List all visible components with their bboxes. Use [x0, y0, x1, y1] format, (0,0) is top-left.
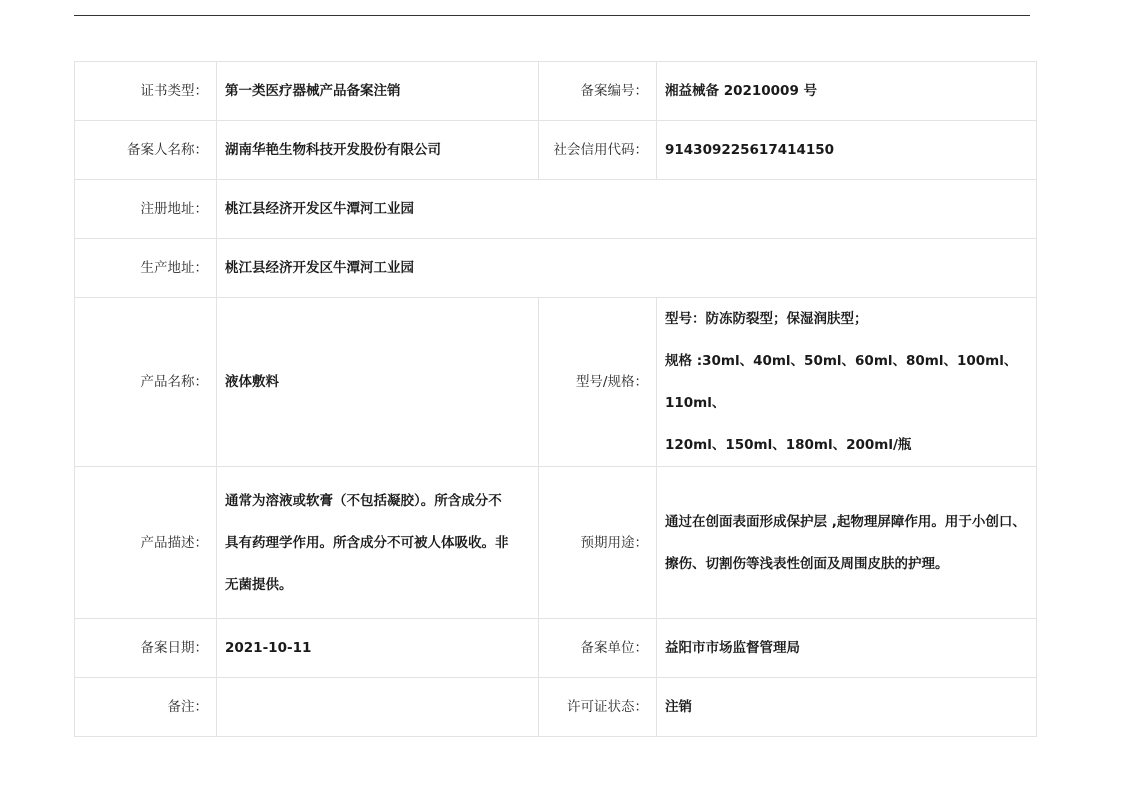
cert-type-label: 证书类型：: [75, 62, 217, 121]
record-unit-label: 备案单位：: [539, 619, 657, 678]
reg-address-value: 桃江县经济开发区牛潭河工业园: [217, 180, 1037, 239]
description-value: [217, 467, 539, 619]
spec-line-continued: 120ml、150ml、180ml、200ml/瓶: [665, 437, 912, 453]
intended-use-label: 预期用途：: [539, 467, 657, 619]
table-row: [75, 180, 1037, 239]
credit-code-value: 914309225617414150: [657, 121, 1037, 180]
description-label: 产品描述：: [75, 467, 217, 619]
record-date-value: 2021-10-11: [217, 619, 539, 678]
record-table: [74, 61, 1037, 737]
reg-address-label: 注册地址：: [75, 180, 217, 239]
record-date-label: 备案日期：: [75, 619, 217, 678]
license-status-label: 许可证状态：: [539, 678, 657, 737]
model-spec-value: [657, 298, 1037, 467]
table-row: [75, 62, 1037, 121]
product-name-value: 液体敷料: [217, 298, 539, 467]
header-rule: [74, 15, 1030, 16]
cert-type-value: 第一类医疗器械产品备案注销: [217, 62, 539, 121]
model-line: 型号：防冻防裂型；保湿润肤型；: [665, 311, 868, 327]
record-no-value: 湘益械备 20210009 号: [657, 62, 1037, 121]
record-unit-value: 益阳市市场监督管理局: [657, 619, 1037, 678]
credit-code-label: 社会信用代码：: [539, 121, 657, 180]
intended-use-line: 擦伤、切割伤等浅表性创面及周围皮肤的护理。: [665, 555, 949, 572]
model-spec-label: 型号/规格：: [539, 298, 657, 467]
record-no-label: 备案编号：: [539, 62, 657, 121]
registrant-value: 湖南华艳生物科技开发股份有限公司: [217, 121, 539, 180]
spec-line: 规格 :30ml、40ml、50ml、60ml、80ml、100ml、110ml、: [665, 353, 1018, 411]
description-line: 通常为溶液或软膏（不包括凝胶）。所含成分不: [225, 492, 502, 509]
table-row: [75, 239, 1037, 298]
remarks-value: [217, 678, 539, 737]
remarks-label: 备注：: [75, 678, 217, 737]
intended-use-line: 通过在创面表面形成保护层 ,起物理屏障作用。用于小创口、: [665, 513, 1026, 530]
table-row: [75, 619, 1037, 678]
table-row: [75, 467, 1037, 619]
description-line: 具有药理学作用。所含成分不可被人体吸收。非: [225, 534, 509, 551]
table-row: [75, 121, 1037, 180]
license-status-value: 注销: [657, 678, 1037, 737]
prod-address-label: 生产地址：: [75, 239, 217, 298]
registrant-label: 备案人名称：: [75, 121, 217, 180]
intended-use-value: [657, 467, 1037, 619]
table-row: [75, 678, 1037, 737]
product-name-label: 产品名称：: [75, 298, 217, 467]
table-row: [75, 298, 1037, 467]
prod-address-value: 桃江县经济开发区牛潭河工业园: [217, 239, 1037, 298]
description-line: 无菌提供。: [225, 576, 293, 593]
